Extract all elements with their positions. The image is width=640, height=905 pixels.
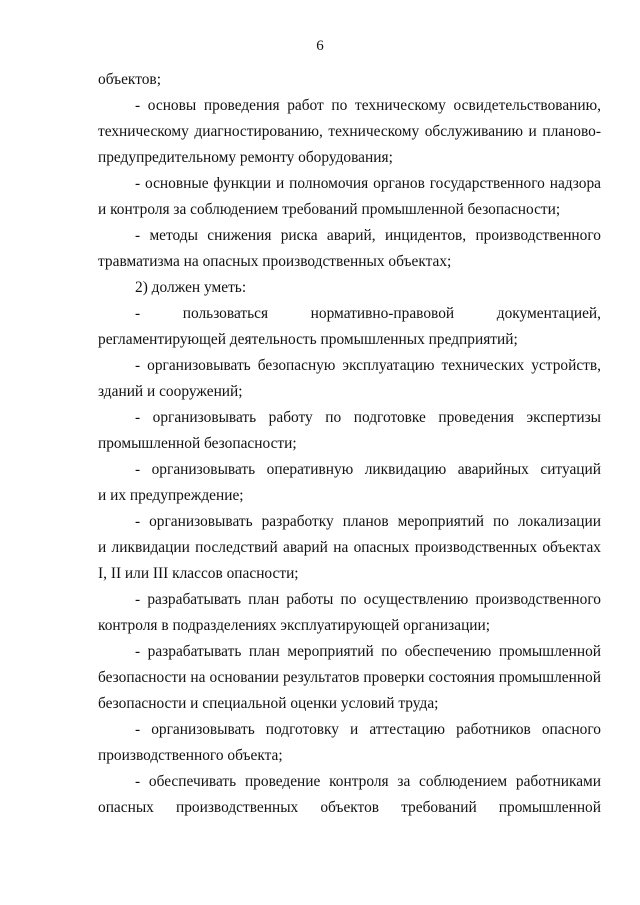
text-line: - организовывать работу по подготовке проведения экспертизы bbox=[135, 409, 601, 426]
text-line: опасных производственных объектов требований промышленной bbox=[98, 799, 601, 816]
text-line: - основы проведения работ по техническому освидетельствованию, bbox=[135, 97, 601, 114]
text-line: - разрабатывать план работы по осуществлению производственного bbox=[135, 591, 601, 608]
text-line: - организовывать разработку планов мероприятий по локализации bbox=[135, 513, 601, 530]
text-line: - основные функции и полномочия органов государственного надзора bbox=[135, 175, 601, 192]
document-body bbox=[98, 67, 601, 821]
text-line: регламентирующей деятельность промышленных предприятий; bbox=[98, 331, 518, 348]
text-line: контроля в подразделениях эксплуатирующей организации; bbox=[98, 617, 491, 634]
text-line: - обеспечивать проведение контроля за соблюдением работниками bbox=[135, 773, 601, 790]
text-line: и ликвидации последствий аварий на опасных производственных объектах bbox=[98, 539, 601, 556]
page-number: 6 bbox=[316, 38, 324, 54]
text-line: - организовывать безопасную эксплуатацию технических устройств, bbox=[135, 357, 601, 374]
text-line: I, II или III классов опасности; bbox=[98, 565, 299, 582]
text-line: - организовывать подготовку и аттестацию работников опасного bbox=[135, 721, 601, 738]
text-line: безопасности на основании результатов проверки состояния промышленной bbox=[98, 669, 601, 686]
text-line: и контроля за соблюдением требований промышленной безопасности; bbox=[98, 201, 561, 218]
text-line: объектов; bbox=[98, 71, 161, 88]
text-line: травматизма на опасных производственных объектах; bbox=[98, 253, 452, 270]
text-line: - организовывать оперативную ликвидацию аварийных ситуаций bbox=[135, 461, 601, 478]
text-line: производственного объекта; bbox=[98, 747, 283, 764]
text-line: - пользоваться нормативно-правовой документацией, bbox=[135, 305, 601, 322]
text-line: промышленной безопасности; bbox=[98, 435, 297, 452]
text-line: 2) должен уметь: bbox=[135, 279, 247, 296]
text-line: и их предупреждение; bbox=[98, 487, 244, 504]
text-line: предупредительному ремонту оборудования; bbox=[98, 149, 393, 166]
text-line: - методы снижения риска аварий, инцидентов, производственного bbox=[135, 227, 601, 244]
text-line: зданий и сооружений; bbox=[98, 383, 243, 400]
text-line: техническому диагностированию, техническому обслуживанию и планово- bbox=[98, 123, 601, 140]
text-line: безопасности и специальной оценки условий труда; bbox=[98, 695, 439, 712]
text-line: - разрабатывать план мероприятий по обеспечению промышленной bbox=[135, 643, 601, 660]
